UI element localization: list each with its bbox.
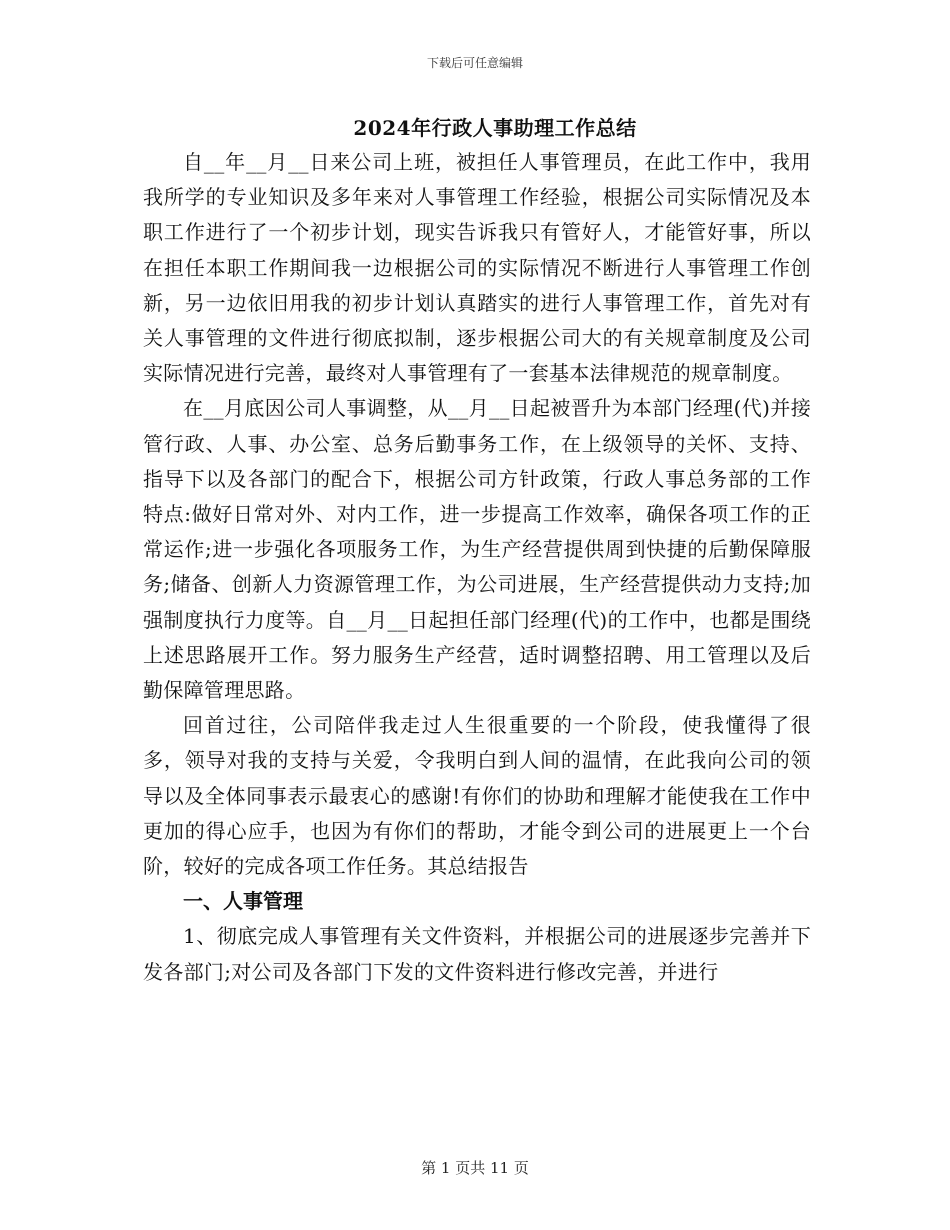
document-title: 2024年行政人事助理工作总结: [353, 116, 637, 140]
footer-prefix: 第: [421, 1159, 437, 1177]
footer-suffix: 页: [513, 1159, 529, 1177]
footer-page-number: 1: [440, 1159, 451, 1177]
section-heading: 一、人事管理: [183, 889, 303, 914]
section-paragraph: 1、彻底完成人事管理有关文件资料，并根据公司的进展逐步完善并下发各部门;对公司及各部门下发的文件资料进行修改完善，并进行: [143, 924, 811, 984]
document-body: [143, 145, 811, 990]
footer-middle: 页共: [455, 1159, 486, 1177]
paragraph-2: 在__月底因公司人事调整，从__月__日起被晋升为本部门经理(代)并接管行政、人事、办公室、总务后勤事务工作，在上级领导的关怀、支持、指导下以及各部门的配合下，根据公司方针政策，行政人事总务部的工作特点:做好日常对外、对内工作，进一步提高工作效率，确保各项工作的正常运作;进一步强化各项服务工作，为生产经营提供周到快捷的后勤保障服务;储备、创新人力资源管理工作，为公司进展，生产经营提供动力支持;加强制度执行力度等。自__月__日起担任部门经理(代)的工作中，也都是围绕上述思路展开工作。努力服务生产经营，适时调整招聘、用工管理以及后勤保障管理思路。: [143, 396, 811, 703]
paragraph-3: 回首过往，公司陪伴我走过人生很重要的一个阶段，使我懂得了很多，领导对我的支持与关爱，令我明白到人间的温情，在此我向公司的领导以及全体同事表示最衷心的感谢!有你们的协助和理解才能使我在工作中更加的得心应手，也因为有你们的帮助，才能令到公司的进展更上一个台阶，较好的完成各项工作任务。其总结报告: [143, 713, 811, 879]
page-footer: [0, 1157, 950, 1178]
footer-total-pages: 11: [490, 1159, 510, 1177]
paragraph-1: 自__年__月__日来公司上班，被担任人事管理员，在此工作中，我用我所学的专业知识及多年来对人事管理工作经验，根据公司实际情况及本职工作进行了一个初步计划，现实告诉我只有管好人，才能管好事，所以在担任本职工作期间我一边根据公司的实际情况不断进行人事管理工作创新，另一边依旧用我的初步计划认真踏实的进行人事管理工作，首先对有关人事管理的文件进行彻底拟制，逐步根据公司大的有关规章制度及公司实际情况进行完善，最终对人事管理有了一套基本法律规范的规章制度。: [143, 150, 811, 386]
header-note: 下载后可任意编辑: [426, 56, 523, 70]
